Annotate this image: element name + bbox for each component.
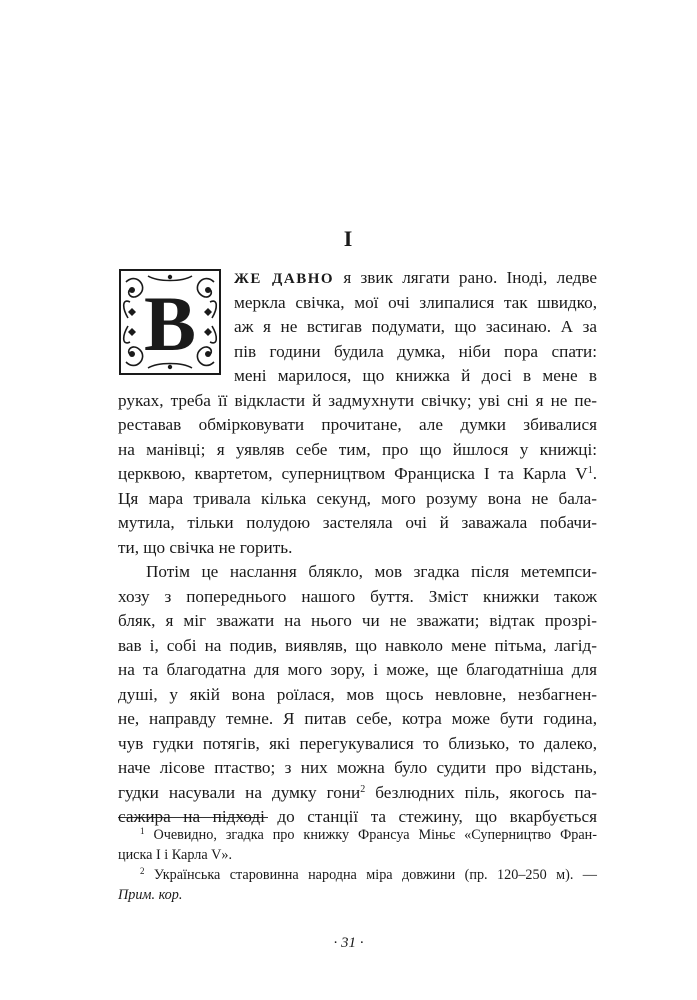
text-line: на та благодатна для мого зору, і може, ще благодатніша для	[118, 660, 597, 679]
text-line	[118, 783, 597, 803]
text-line: хозу з попереднього нашого буття. Зміст книжки також	[118, 587, 597, 606]
footnote-1-line: циска I і Карла V».	[118, 847, 233, 863]
text-line	[234, 268, 597, 288]
page-number: · 31 ·	[333, 935, 364, 951]
footnote-text: Українська старовинна народна міра довжини (пр. 120–250 м). —	[144, 867, 597, 883]
footnote-text: Очевидно, згадка про книжку Франсуа Міньє «Суперництво Фран-	[144, 827, 597, 843]
text-line: пів години будила думка, ніби пора спати:	[234, 342, 597, 361]
text-line: Ця мара тривала кілька секунд, мого розуму вона не бала-	[118, 489, 597, 508]
text-line: руках, треба її відкласти й задмухнути свічку; уві сні я не пе-	[118, 391, 597, 410]
text-line: бляк, я міг зважати на нього чи не зважати; відтак прозрі-	[118, 611, 597, 630]
text-line	[118, 464, 597, 484]
text-line: сажира на підході до станції та стежину, що вкарбується	[118, 807, 597, 826]
footnote-number: 2	[140, 866, 145, 876]
footnote-2-line	[140, 866, 597, 885]
chapter-number: I	[343, 226, 354, 251]
lead-words: ЖЕ ДАВНО	[234, 271, 335, 287]
text-line: чув гудки потягів, які перегукувалися то близько, то далеко,	[118, 734, 597, 753]
text-span: я звик лягати рано. Іноді, ледве	[334, 268, 597, 287]
text-line: наче лісове птаство; з них можна було судити про відстань,	[118, 758, 597, 777]
ornamental-drop-cap	[118, 268, 222, 376]
text-line: реставав обмірковувати прочитане, але думки збивалися	[118, 415, 597, 434]
footnote-2-line	[118, 886, 597, 905]
text-span: гудки насували на думку гони	[118, 783, 361, 802]
text-line: мені марилося, що книжка й досі в мене в	[234, 366, 597, 385]
text-line: Потім це наслання блякло, мов згадка після метемпси-	[146, 562, 597, 581]
text-line: меркла свічка, мої очі злипалися так швидко,	[234, 293, 597, 312]
text-line: аж я не встигав подумати, що засинаю. А за	[234, 317, 597, 336]
footnote-ref: 2	[360, 784, 366, 795]
text-span: безлюдних піль, якогось па-	[365, 783, 597, 802]
text-line: не, направду темне. Я питав себе, котра може бути година,	[118, 709, 597, 728]
footnote-number: 1	[140, 826, 145, 836]
text-line: ти, що свічка не горить.	[118, 538, 293, 557]
footnote-ref: 1	[587, 465, 593, 476]
text-span: .	[592, 464, 597, 483]
footnote-1-line	[140, 826, 597, 845]
text-line: на манівці; я уявляв себе тим, про що йшлося у книжці:	[118, 440, 597, 459]
text-line: мутила, тільки полудою застеляла очі й заважала побачи-	[118, 513, 597, 532]
text-line: вав і, собі на подив, виявляв, що навколо мене пітьма, лагід-	[118, 636, 597, 655]
editor-note: Прим. кор.	[118, 887, 183, 903]
drop-cap-letter: В	[143, 280, 197, 367]
text-line: душі, у якій вона роїлася, мов щось невловне, незбагнен-	[118, 685, 597, 704]
text-span: церквою, квартетом, суперництвом Франциска I та Карла V	[118, 464, 588, 483]
